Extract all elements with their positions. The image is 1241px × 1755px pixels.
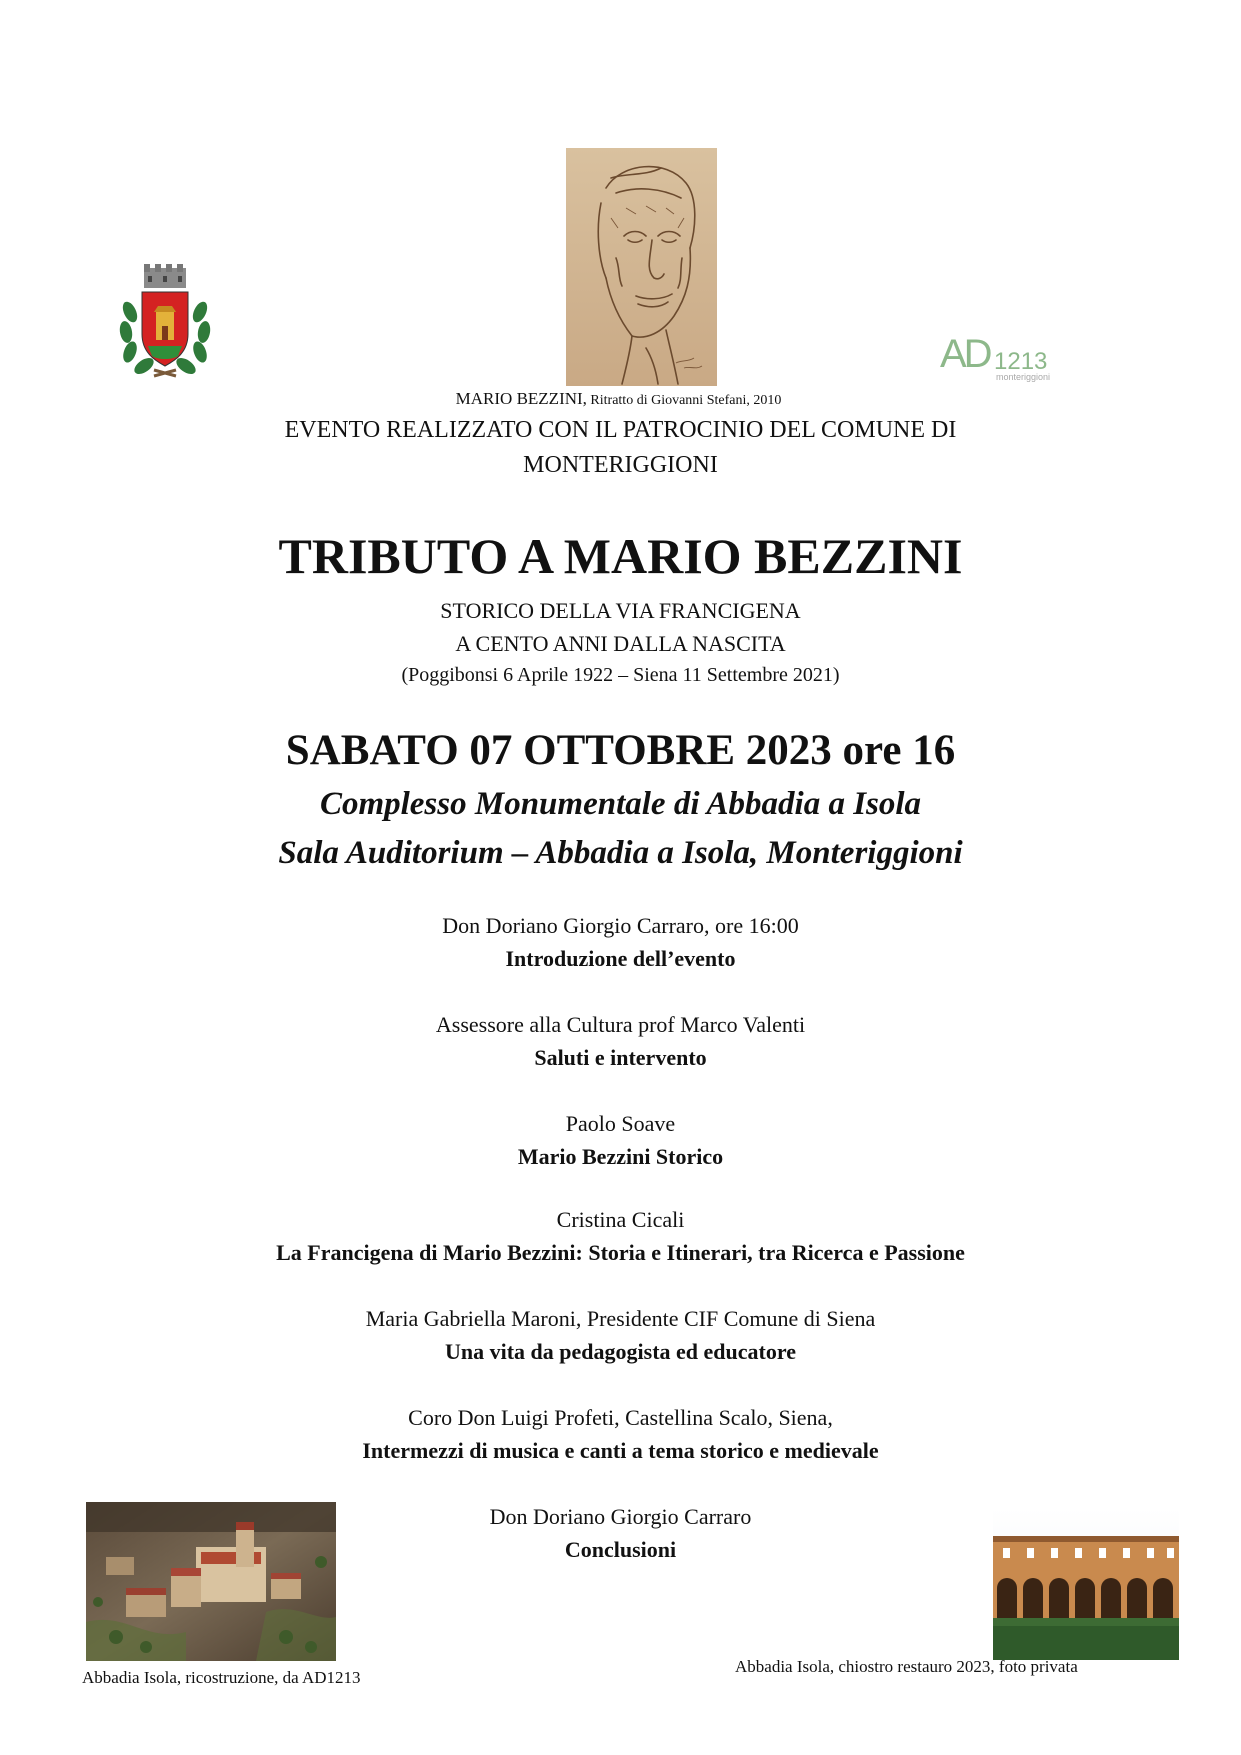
program-speaker: Don Doriano Giorgio Carraro, ore 16:00: [442, 913, 799, 938]
logo-ad-text: AD: [940, 332, 990, 376]
life-dates: (Poggibonsi 6 Aprile 1922 – Siena 11 Settembre 2021): [401, 664, 840, 686]
logo-subtitle-text: monteriggioni: [996, 372, 1051, 382]
left-photo-caption: Abbadia Isola, ricostruzione, da AD1213: [82, 1668, 361, 1687]
abbadia-reconstruction-photo: [86, 1502, 336, 1661]
ad1213-logo: [940, 330, 1060, 386]
program-topic: Una vita da pedagogista ed educatore: [445, 1339, 796, 1364]
patronage-line-1: EVENTO REALIZZATO CON IL PATROCINIO DEL COMUNE DI: [284, 417, 957, 443]
program-speaker: Don Doriano Giorgio Carraro: [489, 1504, 752, 1529]
page-title: TRIBUTO A MARIO BEZZINI: [278, 528, 963, 584]
event-venue-line-2: Sala Auditorium – Abbadia a Isola, Monteriggioni: [278, 835, 963, 871]
portrait-sketch: [566, 148, 717, 386]
program-topic: Saluti e intervento: [534, 1045, 707, 1070]
program-speaker: Coro Don Luigi Profeti, Castellina Scalo, Siena,: [408, 1405, 833, 1430]
portrait-caption: [0, 389, 1239, 409]
portrait-caption-name: MARIO BEZZINI,: [455, 389, 587, 408]
program-topic: Mario Bezzini Storico: [517, 1144, 724, 1169]
event-venue-line-1: Complesso Monumentale di Abbadia a Isola: [319, 786, 922, 822]
program-topic: Introduzione dell’evento: [505, 946, 736, 971]
program-topic: La Francigena di Mario Bezzini: Storia e Itinerari, tra Ricerca e Passione: [276, 1240, 965, 1265]
right-photo-caption: Abbadia Isola, chiostro restauro 2023, foto privata: [735, 1657, 1078, 1676]
program-speaker: Paolo Soave: [565, 1111, 676, 1136]
event-datetime: SABATO 07 OTTOBRE 2023 ore 16: [285, 727, 956, 774]
program-speaker: Assessore alla Cultura prof Marco Valenti: [435, 1012, 806, 1037]
patronage-line-2: MONTERIGGIONI: [523, 452, 718, 478]
logo-number-text: 1213: [994, 348, 1048, 375]
abbadia-cloister-photo: [993, 1508, 1179, 1660]
program-topic: Conclusioni: [564, 1537, 677, 1562]
program-speaker: Cristina Cicali: [556, 1207, 685, 1232]
subtitle-line-1: STORICO DELLA VIA FRANCIGENA: [440, 598, 801, 623]
program-speaker: Maria Gabriella Maroni, Presidente CIF Comune di Siena: [365, 1306, 876, 1331]
program-topic: Intermezzi di musica e canti a tema storico e medievale: [362, 1438, 879, 1463]
subtitle-line-2: A CENTO ANNI DALLA NASCITA: [455, 631, 786, 656]
portrait-caption-detail: Ritratto di Giovanni Stefani, 2010: [586, 393, 782, 408]
coat-of-arms-emblem: [118, 262, 212, 380]
